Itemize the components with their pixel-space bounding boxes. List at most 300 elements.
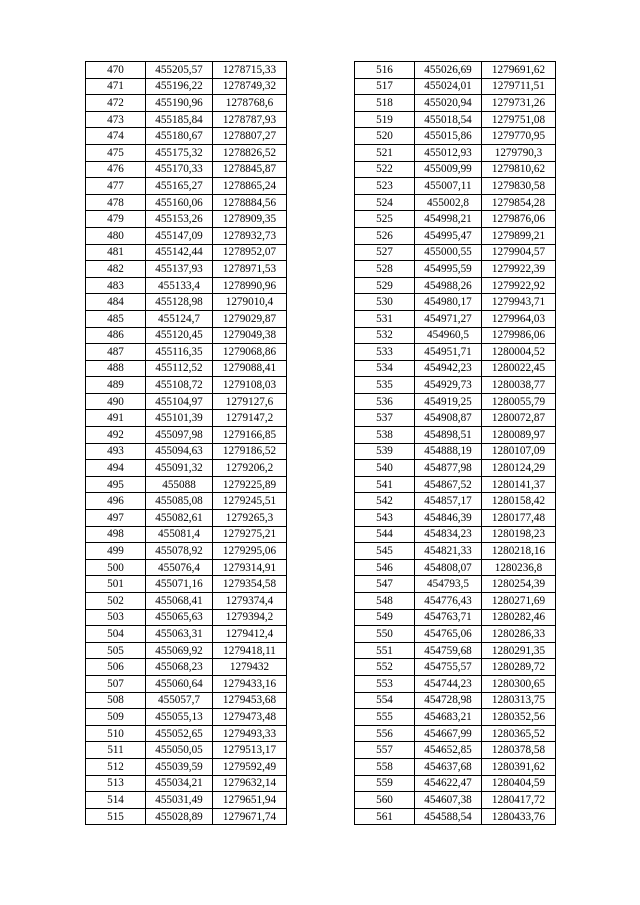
point-number-cell: 519	[355, 111, 415, 128]
y-coordinate-cell: 1280254,39	[482, 576, 556, 593]
table-row	[86, 128, 287, 145]
point-number-cell: 538	[355, 427, 415, 444]
point-number-cell: 554	[355, 692, 415, 709]
y-coordinate-cell: 1279412,4	[213, 626, 287, 643]
point-number-cell: 543	[355, 510, 415, 527]
point-number-cell: 500	[86, 559, 146, 576]
table-row	[86, 310, 287, 327]
x-coordinate-cell: 454857,17	[415, 493, 482, 510]
y-coordinate-cell: 1279986,06	[482, 327, 556, 344]
table-row	[86, 642, 287, 659]
y-coordinate-cell: 1279418,11	[213, 642, 287, 659]
x-coordinate-cell: 455112,52	[146, 360, 213, 377]
point-number-cell: 532	[355, 327, 415, 344]
point-number-cell: 514	[86, 792, 146, 809]
table-row	[355, 194, 556, 211]
point-number-cell: 524	[355, 194, 415, 211]
point-number-cell: 516	[355, 62, 415, 79]
y-coordinate-cell: 1279651,94	[213, 792, 287, 809]
x-coordinate-cell: 455190,96	[146, 95, 213, 112]
point-number-cell: 553	[355, 675, 415, 692]
x-coordinate-cell: 454667,99	[415, 725, 482, 742]
table-row	[86, 742, 287, 759]
coordinates-table-left	[85, 61, 287, 825]
x-coordinate-cell: 454728,98	[415, 692, 482, 709]
x-coordinate-cell: 455088	[146, 476, 213, 493]
y-coordinate-cell: 1280404,59	[482, 775, 556, 792]
table-row	[355, 310, 556, 327]
table-row	[355, 709, 556, 726]
point-number-cell: 534	[355, 360, 415, 377]
x-coordinate-cell: 454908,87	[415, 410, 482, 427]
y-coordinate-cell: 1279433,16	[213, 675, 287, 692]
table-row	[355, 792, 556, 809]
y-coordinate-cell: 1280055,79	[482, 393, 556, 410]
y-coordinate-cell: 1280433,76	[482, 808, 556, 825]
point-number-cell: 537	[355, 410, 415, 427]
y-coordinate-cell: 1279010,4	[213, 294, 287, 311]
table-row	[86, 161, 287, 178]
table-row	[86, 327, 287, 344]
y-coordinate-cell: 1280352,56	[482, 709, 556, 726]
y-coordinate-cell: 1280177,48	[482, 510, 556, 527]
table-body	[86, 62, 287, 825]
point-number-cell: 506	[86, 659, 146, 676]
table-row	[86, 709, 287, 726]
y-coordinate-cell: 1278990,96	[213, 277, 287, 294]
x-coordinate-cell: 454867,52	[415, 476, 482, 493]
point-number-cell: 511	[86, 742, 146, 759]
table-row	[86, 493, 287, 510]
point-number-cell: 536	[355, 393, 415, 410]
x-coordinate-cell: 455050,05	[146, 742, 213, 759]
table-row	[86, 211, 287, 228]
table-row	[86, 808, 287, 825]
table-row	[86, 360, 287, 377]
point-number-cell: 549	[355, 609, 415, 626]
y-coordinate-cell: 1279225,89	[213, 476, 287, 493]
point-number-cell: 484	[86, 294, 146, 311]
x-coordinate-cell: 455018,54	[415, 111, 482, 128]
y-coordinate-cell: 1279632,14	[213, 775, 287, 792]
point-number-cell: 561	[355, 808, 415, 825]
point-number-cell: 509	[86, 709, 146, 726]
x-coordinate-cell: 454776,43	[415, 593, 482, 610]
y-coordinate-cell: 1280378,58	[482, 742, 556, 759]
point-number-cell: 541	[355, 476, 415, 493]
point-number-cell: 472	[86, 95, 146, 112]
point-number-cell: 533	[355, 344, 415, 361]
point-number-cell: 542	[355, 493, 415, 510]
y-coordinate-cell: 1278909,35	[213, 211, 287, 228]
y-coordinate-cell: 1279394,2	[213, 609, 287, 626]
table-row	[355, 277, 556, 294]
table-row	[86, 227, 287, 244]
x-coordinate-cell: 455015,86	[415, 128, 482, 145]
point-number-cell: 499	[86, 543, 146, 560]
table-row	[355, 344, 556, 361]
point-number-cell: 529	[355, 277, 415, 294]
y-coordinate-cell: 1279432	[213, 659, 287, 676]
table-row	[86, 443, 287, 460]
y-coordinate-cell: 1280236,8	[482, 559, 556, 576]
y-coordinate-cell: 1278749,32	[213, 78, 287, 95]
point-number-cell: 477	[86, 178, 146, 195]
table-row	[355, 360, 556, 377]
x-coordinate-cell: 454929,73	[415, 377, 482, 394]
y-coordinate-cell: 1279166,85	[213, 427, 287, 444]
point-number-cell: 490	[86, 393, 146, 410]
point-number-cell: 510	[86, 725, 146, 742]
y-coordinate-cell: 1280198,23	[482, 526, 556, 543]
table-row	[86, 460, 287, 477]
y-coordinate-cell: 1279592,49	[213, 758, 287, 775]
x-coordinate-cell: 454998,21	[415, 211, 482, 228]
y-coordinate-cell: 1279147,2	[213, 410, 287, 427]
x-coordinate-cell: 455069,92	[146, 642, 213, 659]
y-coordinate-cell: 1280022,45	[482, 360, 556, 377]
x-coordinate-cell: 454622,47	[415, 775, 482, 792]
y-coordinate-cell: 1278952,07	[213, 244, 287, 261]
y-coordinate-cell: 1278865,24	[213, 178, 287, 195]
table-row	[355, 327, 556, 344]
x-coordinate-cell: 454765,06	[415, 626, 482, 643]
table-row	[355, 526, 556, 543]
y-coordinate-cell: 1279899,21	[482, 227, 556, 244]
table-row	[86, 510, 287, 527]
y-coordinate-cell: 1280218,16	[482, 543, 556, 560]
table-row	[86, 62, 287, 79]
y-coordinate-cell: 1279088,41	[213, 360, 287, 377]
x-coordinate-cell: 455039,59	[146, 758, 213, 775]
table-row	[355, 593, 556, 610]
point-number-cell: 523	[355, 178, 415, 195]
x-coordinate-cell: 455165,27	[146, 178, 213, 195]
table-row	[355, 692, 556, 709]
x-coordinate-cell: 455128,98	[146, 294, 213, 311]
table-row	[355, 393, 556, 410]
y-coordinate-cell: 1280089,97	[482, 427, 556, 444]
x-coordinate-cell: 454898,51	[415, 427, 482, 444]
table-row	[86, 277, 287, 294]
y-coordinate-cell: 1279374,4	[213, 593, 287, 610]
y-coordinate-cell: 1279295,06	[213, 543, 287, 560]
table-row	[355, 675, 556, 692]
table-row	[355, 227, 556, 244]
x-coordinate-cell: 455153,26	[146, 211, 213, 228]
point-number-cell: 504	[86, 626, 146, 643]
y-coordinate-cell: 1279029,87	[213, 310, 287, 327]
x-coordinate-cell: 455120,45	[146, 327, 213, 344]
table-row	[86, 410, 287, 427]
y-coordinate-cell: 1279964,03	[482, 310, 556, 327]
table-row	[86, 609, 287, 626]
y-coordinate-cell: 1280038,77	[482, 377, 556, 394]
y-coordinate-cell: 1279770,95	[482, 128, 556, 145]
table-row	[86, 95, 287, 112]
point-number-cell: 476	[86, 161, 146, 178]
y-coordinate-cell: 1280141,37	[482, 476, 556, 493]
point-number-cell: 540	[355, 460, 415, 477]
table-row	[355, 659, 556, 676]
table-row	[355, 410, 556, 427]
x-coordinate-cell: 455160,06	[146, 194, 213, 211]
x-coordinate-cell: 455185,84	[146, 111, 213, 128]
y-coordinate-cell: 1280282,46	[482, 609, 556, 626]
table-row	[355, 493, 556, 510]
point-number-cell: 501	[86, 576, 146, 593]
y-coordinate-cell: 1279691,62	[482, 62, 556, 79]
table-row	[355, 95, 556, 112]
table-row	[355, 78, 556, 95]
point-number-cell: 475	[86, 144, 146, 161]
table-row	[355, 244, 556, 261]
point-number-cell: 515	[86, 808, 146, 825]
table-row	[355, 642, 556, 659]
table-row	[86, 78, 287, 95]
point-number-cell: 548	[355, 593, 415, 610]
x-coordinate-cell: 455034,21	[146, 775, 213, 792]
y-coordinate-cell: 1279904,57	[482, 244, 556, 261]
y-coordinate-cell: 1279354,58	[213, 576, 287, 593]
x-coordinate-cell: 455094,63	[146, 443, 213, 460]
table-row	[355, 178, 556, 195]
point-number-cell: 481	[86, 244, 146, 261]
point-number-cell: 479	[86, 211, 146, 228]
x-coordinate-cell: 455007,11	[415, 178, 482, 195]
y-coordinate-cell: 1279731,26	[482, 95, 556, 112]
table-row	[86, 725, 287, 742]
y-coordinate-cell: 1279127,6	[213, 393, 287, 410]
x-coordinate-cell: 455057,7	[146, 692, 213, 709]
y-coordinate-cell: 1279513,17	[213, 742, 287, 759]
y-coordinate-cell: 1279275,21	[213, 526, 287, 543]
x-coordinate-cell: 455063,31	[146, 626, 213, 643]
y-coordinate-cell: 1280417,72	[482, 792, 556, 809]
y-coordinate-cell: 1279876,06	[482, 211, 556, 228]
x-coordinate-cell: 454763,71	[415, 609, 482, 626]
x-coordinate-cell: 455031,49	[146, 792, 213, 809]
point-number-cell: 556	[355, 725, 415, 742]
x-coordinate-cell: 455028,89	[146, 808, 213, 825]
table-row	[355, 742, 556, 759]
y-coordinate-cell: 1279186,52	[213, 443, 287, 460]
table-row	[355, 427, 556, 444]
table-row	[86, 344, 287, 361]
point-number-cell: 505	[86, 642, 146, 659]
point-number-cell: 480	[86, 227, 146, 244]
point-number-cell: 471	[86, 78, 146, 95]
point-number-cell: 492	[86, 427, 146, 444]
x-coordinate-cell: 455205,57	[146, 62, 213, 79]
y-coordinate-cell: 1278845,87	[213, 161, 287, 178]
x-coordinate-cell: 454607,38	[415, 792, 482, 809]
x-coordinate-cell: 455137,93	[146, 261, 213, 278]
x-coordinate-cell: 455068,41	[146, 593, 213, 610]
x-coordinate-cell: 455180,67	[146, 128, 213, 145]
x-coordinate-cell: 455097,98	[146, 427, 213, 444]
x-coordinate-cell: 455081,4	[146, 526, 213, 543]
point-number-cell: 530	[355, 294, 415, 311]
point-number-cell: 508	[86, 692, 146, 709]
x-coordinate-cell: 454919,25	[415, 393, 482, 410]
x-coordinate-cell: 455091,32	[146, 460, 213, 477]
point-number-cell: 550	[355, 626, 415, 643]
y-coordinate-cell: 1280313,75	[482, 692, 556, 709]
y-coordinate-cell: 1279671,74	[213, 808, 287, 825]
point-number-cell: 558	[355, 758, 415, 775]
table-row	[355, 543, 556, 560]
y-coordinate-cell: 1280004,52	[482, 344, 556, 361]
point-number-cell: 486	[86, 327, 146, 344]
point-number-cell: 531	[355, 310, 415, 327]
x-coordinate-cell: 455026,69	[415, 62, 482, 79]
y-coordinate-cell: 1279245,51	[213, 493, 287, 510]
point-number-cell: 535	[355, 377, 415, 394]
point-number-cell: 559	[355, 775, 415, 792]
point-number-cell: 544	[355, 526, 415, 543]
y-coordinate-cell: 1279206,2	[213, 460, 287, 477]
table-row	[86, 659, 287, 676]
y-coordinate-cell: 1279711,51	[482, 78, 556, 95]
y-coordinate-cell: 1278787,93	[213, 111, 287, 128]
table-row	[355, 294, 556, 311]
point-number-cell: 539	[355, 443, 415, 460]
y-coordinate-cell: 1279108,03	[213, 377, 287, 394]
point-number-cell: 474	[86, 128, 146, 145]
y-coordinate-cell: 1279453,68	[213, 692, 287, 709]
x-coordinate-cell: 455000,55	[415, 244, 482, 261]
x-coordinate-cell: 455108,72	[146, 377, 213, 394]
point-number-cell: 520	[355, 128, 415, 145]
table-body	[355, 62, 556, 825]
x-coordinate-cell: 454988,26	[415, 277, 482, 294]
point-number-cell: 517	[355, 78, 415, 95]
x-coordinate-cell: 455009,99	[415, 161, 482, 178]
y-coordinate-cell: 1279854,28	[482, 194, 556, 211]
table-row	[86, 261, 287, 278]
table-row	[86, 476, 287, 493]
point-number-cell: 512	[86, 758, 146, 775]
x-coordinate-cell: 454821,33	[415, 543, 482, 560]
point-number-cell: 551	[355, 642, 415, 659]
point-number-cell: 502	[86, 593, 146, 610]
x-coordinate-cell: 455196,22	[146, 78, 213, 95]
point-number-cell: 528	[355, 261, 415, 278]
x-coordinate-cell: 455024,01	[415, 78, 482, 95]
point-number-cell: 485	[86, 310, 146, 327]
y-coordinate-cell: 1279922,39	[482, 261, 556, 278]
table-row	[355, 161, 556, 178]
table-row	[355, 775, 556, 792]
x-coordinate-cell: 454652,85	[415, 742, 482, 759]
point-number-cell: 555	[355, 709, 415, 726]
table-row	[355, 261, 556, 278]
table-row	[86, 393, 287, 410]
table-row	[355, 559, 556, 576]
x-coordinate-cell: 454846,39	[415, 510, 482, 527]
x-coordinate-cell: 455101,39	[146, 410, 213, 427]
table-row	[86, 758, 287, 775]
y-coordinate-cell: 1279265,3	[213, 510, 287, 527]
table-row	[86, 543, 287, 560]
table-row	[355, 443, 556, 460]
y-coordinate-cell: 1278768,6	[213, 95, 287, 112]
y-coordinate-cell: 1279473,48	[213, 709, 287, 726]
y-coordinate-cell: 1280365,52	[482, 725, 556, 742]
y-coordinate-cell: 1278826,52	[213, 144, 287, 161]
x-coordinate-cell: 454942,23	[415, 360, 482, 377]
table-row	[86, 792, 287, 809]
x-coordinate-cell: 455082,61	[146, 510, 213, 527]
point-number-cell: 513	[86, 775, 146, 792]
x-coordinate-cell: 455071,16	[146, 576, 213, 593]
table-row	[355, 128, 556, 145]
table-row	[355, 626, 556, 643]
y-coordinate-cell: 1278884,56	[213, 194, 287, 211]
x-coordinate-cell: 455065,63	[146, 609, 213, 626]
table-row	[86, 427, 287, 444]
x-coordinate-cell: 454808,07	[415, 559, 482, 576]
y-coordinate-cell: 1279830,58	[482, 178, 556, 195]
y-coordinate-cell: 1279049,38	[213, 327, 287, 344]
y-coordinate-cell: 1279314,91	[213, 559, 287, 576]
table-row	[86, 178, 287, 195]
x-coordinate-cell: 454637,68	[415, 758, 482, 775]
x-coordinate-cell: 454888,19	[415, 443, 482, 460]
x-coordinate-cell: 455133,4	[146, 277, 213, 294]
y-coordinate-cell: 1280271,69	[482, 593, 556, 610]
x-coordinate-cell: 455076,4	[146, 559, 213, 576]
x-coordinate-cell: 454744,23	[415, 675, 482, 692]
y-coordinate-cell: 1280391,62	[482, 758, 556, 775]
x-coordinate-cell: 455175,32	[146, 144, 213, 161]
x-coordinate-cell: 455078,92	[146, 543, 213, 560]
point-number-cell: 483	[86, 277, 146, 294]
point-number-cell: 526	[355, 227, 415, 244]
table-row	[86, 294, 287, 311]
table-row	[355, 460, 556, 477]
point-number-cell: 493	[86, 443, 146, 460]
y-coordinate-cell: 1280072,87	[482, 410, 556, 427]
point-number-cell: 473	[86, 111, 146, 128]
point-number-cell: 489	[86, 377, 146, 394]
point-number-cell: 507	[86, 675, 146, 692]
y-coordinate-cell: 1280291,35	[482, 642, 556, 659]
x-coordinate-cell: 455085,08	[146, 493, 213, 510]
y-coordinate-cell: 1278715,33	[213, 62, 287, 79]
x-coordinate-cell: 455002,8	[415, 194, 482, 211]
table-row	[86, 692, 287, 709]
x-coordinate-cell: 455116,35	[146, 344, 213, 361]
y-coordinate-cell: 1280107,09	[482, 443, 556, 460]
x-coordinate-cell: 454834,23	[415, 526, 482, 543]
coordinates-table-right	[354, 61, 556, 825]
x-coordinate-cell: 455012,93	[415, 144, 482, 161]
y-coordinate-cell: 1279922,92	[482, 277, 556, 294]
y-coordinate-cell: 1279943,71	[482, 294, 556, 311]
point-number-cell: 487	[86, 344, 146, 361]
point-number-cell: 478	[86, 194, 146, 211]
y-coordinate-cell: 1279751,08	[482, 111, 556, 128]
x-coordinate-cell: 454995,59	[415, 261, 482, 278]
table-row	[86, 111, 287, 128]
point-number-cell: 525	[355, 211, 415, 228]
point-number-cell: 488	[86, 360, 146, 377]
table-row	[355, 725, 556, 742]
table-row	[86, 377, 287, 394]
point-number-cell: 496	[86, 493, 146, 510]
